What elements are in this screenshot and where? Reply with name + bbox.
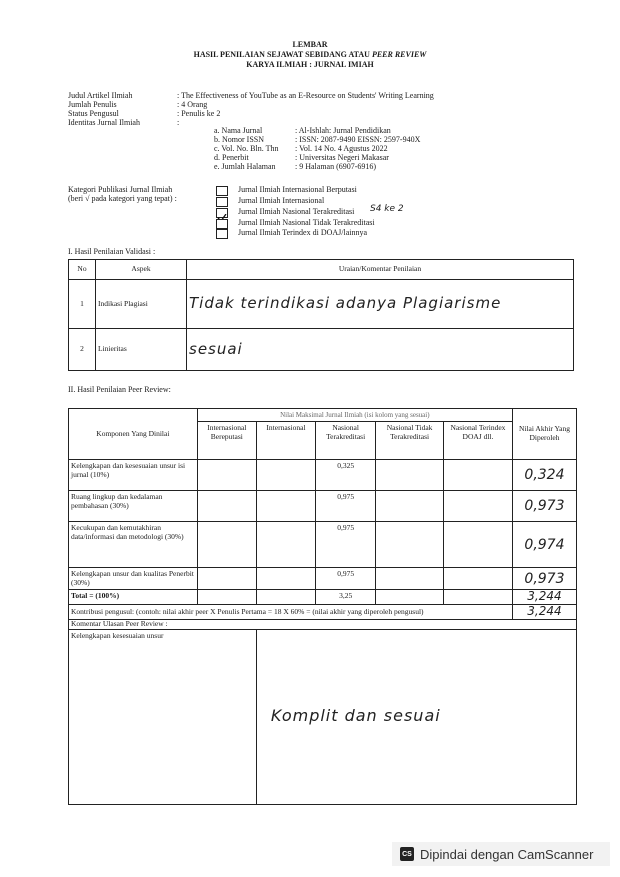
camscanner-watermark <box>392 842 610 866</box>
identitas-label: Identitas Jurnal Ilmiah <box>68 118 140 127</box>
table-row <box>69 460 577 491</box>
kategori-checkbox-2[interactable] <box>216 197 228 207</box>
camscanner-logo-icon: CS <box>400 847 414 861</box>
kategori-checkbox-3[interactable] <box>216 208 228 218</box>
sub-d-label: d. Penerbit <box>214 153 249 162</box>
nasional-row3: 0,975 <box>316 522 376 568</box>
akhir-row1: 0,324 <box>512 460 576 491</box>
identitas-colon: : <box>177 118 180 127</box>
sub-header-internasional: Internasional <box>256 422 315 460</box>
sub-b-label: b. Nomor ISSN <box>214 135 265 144</box>
camscanner-text: Dipindai dengan CamScanner <box>420 846 594 862</box>
kontribusi-value: 3,244 <box>512 605 576 620</box>
kategori-option-3: Jurnal Ilmiah Nasional Terakreditasi <box>238 207 355 216</box>
sub-d-value: : Universitas Negeri Makasar <box>295 153 389 162</box>
peer-review-table <box>68 408 577 805</box>
table-row <box>69 491 577 522</box>
nasional-row4: 0,975 <box>316 568 376 590</box>
table-row <box>69 522 577 568</box>
komponen-row2: Ruang lingkup dan kedalaman pembahasan (30%) <box>69 491 198 522</box>
validasi-row1-aspek: Indikasi Plagiasi <box>96 280 187 329</box>
komponen-row4: Kelengkapan unsur dan kualitas Penerbit (30%) <box>69 568 198 590</box>
jumlah-label: Jumlah Penulis <box>68 100 117 109</box>
judul-value: : The Effectiveness of YouTube as an E-Resource on Students' Writing Learning <box>177 91 434 100</box>
sub-b-value: : ISSN: 2087-9490 EISSN: 2597-940X <box>295 135 421 144</box>
validasi-row2-aspek: Linieritas <box>96 329 187 371</box>
validasi-row1-komentar: Tidak terindikasi adanya Plagiarisme <box>189 294 502 313</box>
table-row <box>69 280 574 329</box>
kategori-checkbox-1[interactable] <box>216 186 228 196</box>
validasi-row1-no: 1 <box>69 280 96 329</box>
nasional-row1: 0,325 <box>316 460 376 491</box>
komentar-label: Komentar Ulasan Peer Review : <box>69 619 577 629</box>
validasi-header-no: No <box>69 260 96 280</box>
kategori-instruction: (beri √ pada kategori yang tepat) : <box>68 194 177 203</box>
sub-c-label: c. Vol. No. Bln. Thn <box>214 144 279 153</box>
section1-title: I. Hasil Penilaian Validasi : <box>68 247 156 256</box>
jumlah-value: : 4 Orang <box>177 100 208 109</box>
sub-e-value: : 9 Halaman (6907-6916) <box>295 162 377 171</box>
kategori-option-5: Jurnal Ilmiah Terindex di DOAJ/lainnya <box>238 228 368 237</box>
sub-c-value: : Vol. 14 No. 4 Agustus 2022 <box>295 144 388 153</box>
header-line2-text: HASIL PENILAIAN SEJAWAT SEBIDANG ATAU <box>193 50 372 59</box>
total-akhir: 3,244 <box>512 590 576 605</box>
section2-title: II. Hasil Penilaian Peer Review: <box>68 385 171 394</box>
kategori-option-4: Jurnal Ilmiah Nasional Tidak Terakreditasi <box>238 218 375 227</box>
nasional-row2: 0,975 <box>316 491 376 522</box>
komponen-row3: Kecukupan dan kemutakhiran data/informasi dan metodologi (30%) <box>69 522 198 568</box>
kelengkapan-label: Kelengkapan kesesuaian unsur <box>69 629 257 804</box>
doc-header-line1: LEMBAR <box>292 40 328 49</box>
nilai-max-header: Nilai Maksimal Jurnal Ilmiah (isi kolom yang sesuai) <box>197 409 512 422</box>
sub-header-internasional-bereputasi: Internasional Bereputasi <box>197 422 256 460</box>
header-line2-italic: PEER REVIEW <box>371 50 427 59</box>
table-row <box>69 568 577 590</box>
akhir-row3: 0,974 <box>512 522 576 568</box>
status-label: Status Pengusul <box>68 109 119 118</box>
komponen-row1: Kelengkapan dan kesesuaian unsur isi jurnal (10%) <box>69 460 198 491</box>
total-row <box>69 590 577 605</box>
kontribusi-row <box>69 605 577 620</box>
sub-header-nasional-terakreditasi: Nasional Terakreditasi <box>316 422 376 460</box>
status-value: : Penulis ke 2 <box>177 109 221 118</box>
kategori-label: Kategori Publikasi Jurnal Ilmiah <box>68 185 173 194</box>
validasi-table <box>68 259 574 371</box>
sub-header-nasional-tidak: Nasional Tidak Terakreditasi <box>376 422 444 460</box>
validasi-header-komentar: Uraian/Komentar Penilaian <box>187 260 574 280</box>
validasi-row2-komentar: sesuai <box>189 339 243 358</box>
akhir-row2: 0,973 <box>512 491 576 522</box>
kontribusi-label: Kontribusi pengusul: (contoh: nilai akhir peer X Penulis Pertama = 18 X 60% = (nilai akhir yang diperoleh pengusul) <box>69 605 513 620</box>
doc-header-line2 <box>0 50 620 59</box>
judul-label: Judul Artikel Ilmiah <box>68 91 133 100</box>
table-row <box>69 329 574 371</box>
total-label: Total = (100%) <box>69 590 198 605</box>
kategori-option-1: Jurnal Ilmiah Internasional Berputasi <box>238 185 357 194</box>
sub-a-value: : Al-Ishlah: Jurnal Pendidikan <box>295 126 391 135</box>
doc-header-line3: KARYA ILMIAH : JURNAL IMIAH <box>246 60 374 69</box>
total-nasional: 3,25 <box>316 590 376 605</box>
sub-e-label: e. Jumlah Halaman <box>214 162 276 171</box>
kategori-checkbox-4[interactable] <box>216 219 228 229</box>
komponen-header: Komponen Yang Dinilai <box>69 409 198 460</box>
kategori-checkbox-5[interactable] <box>216 229 228 239</box>
kategori-option-2: Jurnal Ilmiah Internasional <box>238 196 325 205</box>
validasi-header-aspek: Aspek <box>96 260 187 280</box>
kategori-handnote: S4 ke 2 <box>370 204 404 214</box>
validasi-row2-no: 2 <box>69 329 96 371</box>
nilai-akhir-header: Nilai Akhir Yang Diperoleh <box>512 409 576 460</box>
akhir-row4: 0,973 <box>512 568 576 590</box>
sub-header-doaj: Nasional Terindex DOAJ dll. <box>443 422 512 460</box>
sub-a-label: a. Nama Jurnal <box>214 126 263 135</box>
komentar-value: Komplit dan sesuai <box>270 706 441 726</box>
